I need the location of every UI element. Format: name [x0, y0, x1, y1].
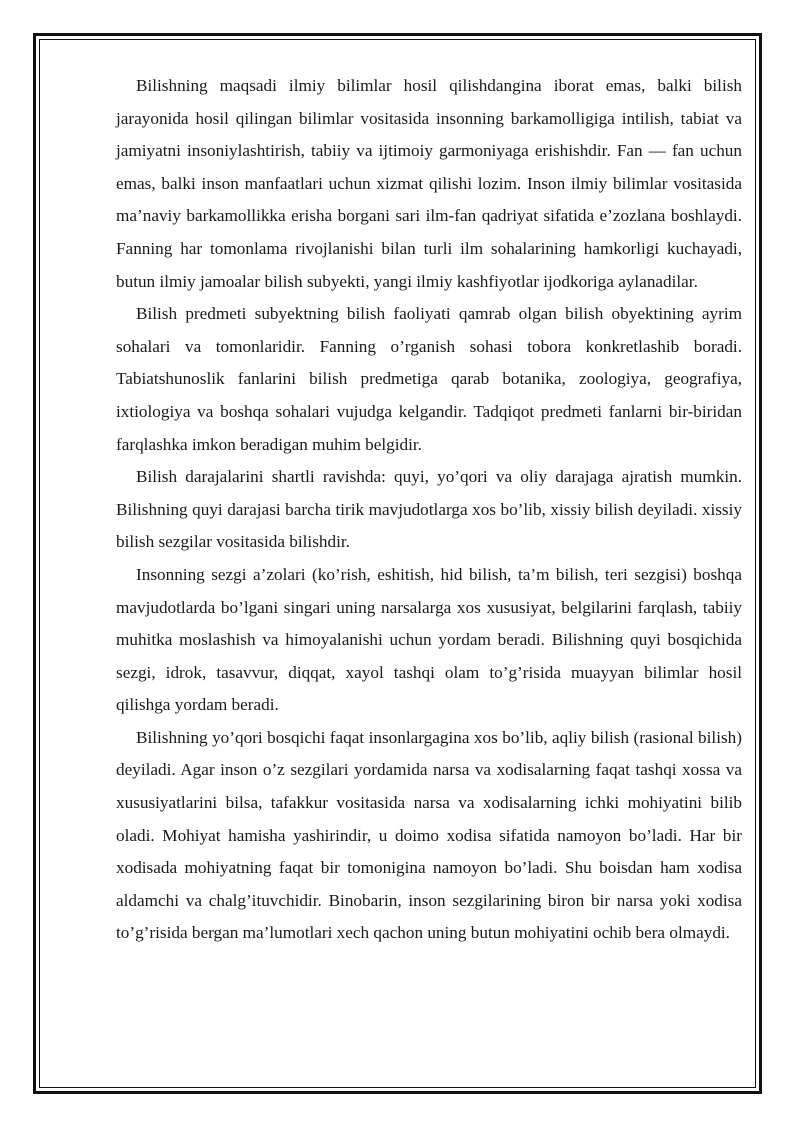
paragraph-subject-of-knowledge: Bilish predmeti subyektning bilish faoliyati qamrab olgan bilish obyektining ayrim sohalari va tomonlaridir. Fanning o’rganish sohasi tobora konkretlashib boradi. Tabiatshunoslik fanlarini bilish predmetiga qarab botanika, zoologiya, geografiya, ixtiologiya va boshqa sohalari vujudga kelgandir. Tadqiqot predmeti fanlarni bir-biridan farqlashka imkon beradigan muhim belgidir. [116, 304, 742, 454]
paragraph-purpose-of-knowledge: Bilishning maqsadi ilmiy bilimlar hosil qilishdangina iborat emas, balki bilish jarayonida hosil qilingan bilimlar vositasida insonning barkamolligiga intilish, tabiat va jamiyatni insoniylashtirish, tabiiy va ijtimoiy garmoniyaga erishishdir. Fan — fan uchun emas, balki inson manfaatlari uchun xizmat qilishi lozim. Inson ilmiy bilimlar vositasida ma’naviy barkamollikka erisha borgani sari ilm-fan qadriyat sifatida e’zozlana boshlaydi. Fanning har tomonlama rivojlanishi bilan turli ilm sohalarining hamkorligi kuchayadi, butun ilmiy jamoalar bilish subyekti, yangi ilmiy kashfiyotlar ijodkoriga aylanadilar. [116, 76, 742, 291]
paragraph-levels-of-knowledge: Bilish darajalarini shartli ravishda: quyi, yo’qori va oliy darajaga ajratish mumkin. Bilishning quyi darajasi barcha tirik mavjudotlarga xos bo’lib, xissiy bilish deyiladi. xissiy bilish sezgilar vositasida bilishdir. [116, 467, 742, 552]
paragraph-rational-knowledge: Bilishning yo’qori bosqichi faqat insonlargagina xos bo’lib, aqliy bilish (rasional bilish) deyiladi. Agar inson o’z sezgilari yordamida narsa va xodisalarning faqat tashqi xossa va xususiyatlarini bilsa, tafakkur vositasida narsa va xodisalarning ichki mohiyatini bilib oladi. Mohiyat hamisha yashirindir, u doimo xodisa sifatida namoyon bo’ladi. Har bir xodisada mohiyatning faqat bir tomonigina namoyon bo’ladi. Shu boisdan ham xodisa aldamchi va chalg’ituvchidir. Binobarin, inson sezgilarining biron bir narsa yoki xodisa to’g’risida bergan ma’lumotlari xech qachon uning butun mohiyatini ochib bera olmaydi. [116, 727, 742, 943]
document-body [116, 70, 742, 950]
paragraph-sense-organs: Insonning sezgi a’zolari (ko’rish, eshitish, hid bilish, ta’m bilish, teri sezgisi) boshqa mavjudotlarda bo’lgani singari uning narsalarga xos xususiyat, belgilarini farqlash, tabiiy muhitka moslashish va himoyalanishi uchun yordam beradi. Bilishning quyi bosqichida sezgi, idrok, tasavvur, diqqat, xayol tashqi olam to’g’risida muayyan bilimlar hosil qilishga yordam beradi. [116, 564, 742, 715]
